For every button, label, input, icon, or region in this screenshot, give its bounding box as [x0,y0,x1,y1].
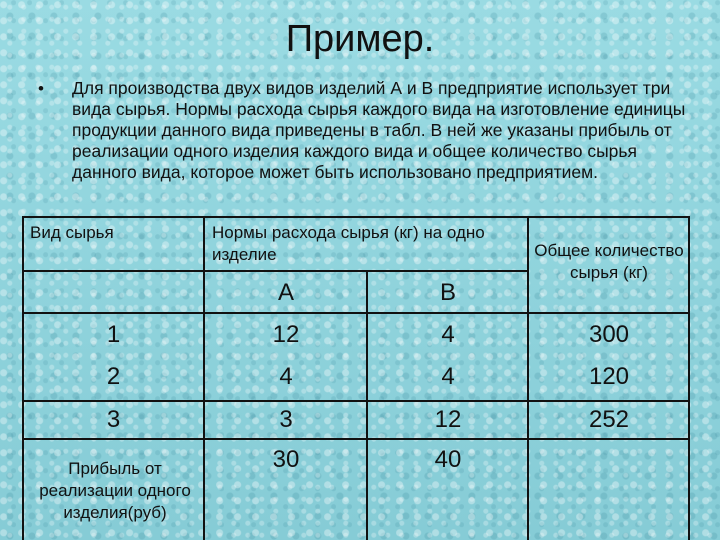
row-3-total: 252 [588,406,630,433]
profit-total [529,442,689,478]
row-1-a: 12 [272,321,300,348]
table-line-col1 [203,216,205,540]
row-2-label: 2 [106,363,121,390]
row-3-label: 3 [106,406,121,433]
header-product-a: А [277,279,294,306]
data-table [22,216,690,540]
problem-statement: Для производства двух видов изделий А и В предприятие использует три вида сырья. Нормы расхода сырья каждого вида на изготовление единицы продукции данного вида приведены в табл. В ней же указаны прибыль от реализации одного изделия каждого вида и общее количество сырья данного вида, которое может быть использовано предприятием. [72,78,686,182]
row-1-b: 4 [441,321,455,348]
bullet-paragraph [38,78,693,183]
table-line-top [22,216,690,218]
row-2-total: 120 [588,363,630,390]
row-2-a: 4 [279,363,293,390]
bullet-marker: • [38,79,44,98]
row-1-label: 1 [106,321,121,348]
row-3-a: 3 [279,406,293,433]
header-total-material: Общее количество сырья (кг) [534,241,684,282]
profit-label: Прибыль от реализации одного изделия(руб) [39,459,191,522]
header-consumption-norms: Нормы расхода сырья (кг) на одно изделие [212,223,485,264]
table-line-profit [22,438,690,440]
header-material-type: Вид сырья [30,223,114,242]
header-product-b: В [439,279,456,306]
profit-b: 40 [434,446,462,473]
table-line-header [22,270,204,272]
row-1-total: 300 [588,321,630,348]
row-2-b: 4 [441,363,455,390]
row-3-b: 12 [434,406,462,433]
profit-a: 30 [272,446,300,473]
slide-title: Пример. [285,18,435,60]
